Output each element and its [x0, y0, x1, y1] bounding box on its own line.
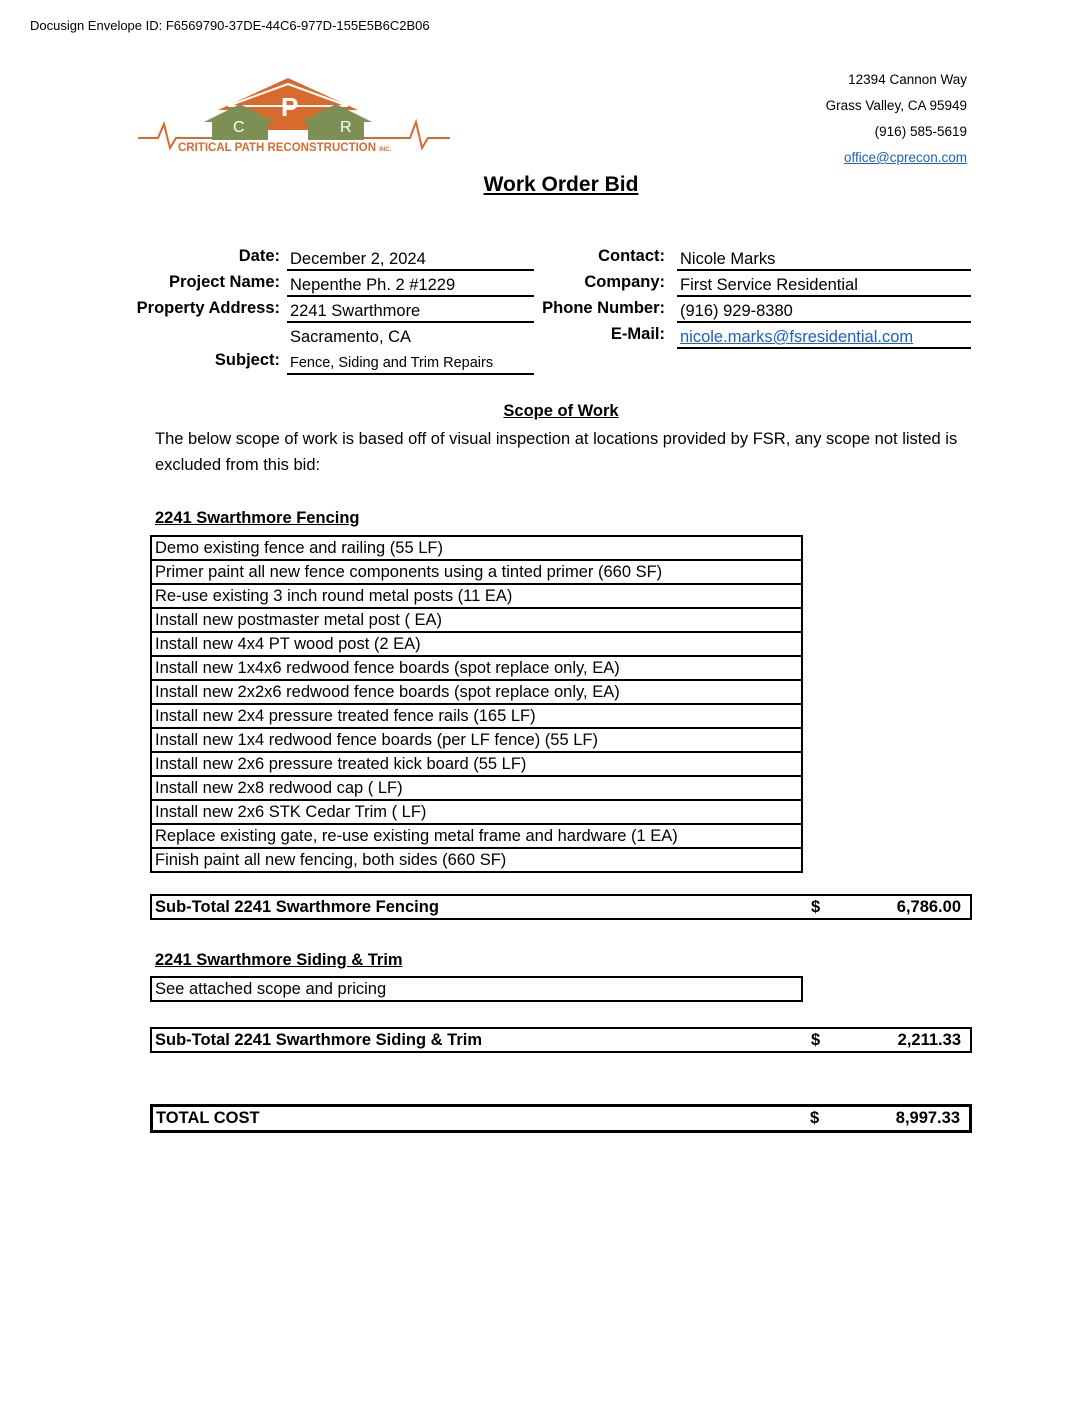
logo-letter-p: P — [281, 92, 299, 122]
project-name-label: Project Name: — [169, 273, 280, 291]
property-address-line2: Sacramento, CA — [290, 328, 412, 346]
email-link[interactable]: nicole.marks@fsresidential.com — [680, 328, 914, 346]
date-label: Date: — [238, 247, 280, 265]
table-row: Install new 2x2x6 redwood fence boards (spot replace only, EA) — [151, 680, 802, 704]
fencing-subtotal-row — [150, 894, 972, 920]
siding-heading: 2241 Swarthmore Siding & Trim — [155, 951, 403, 969]
logo-suffix: INC. — [379, 147, 392, 153]
logo-letter-c: C — [233, 119, 245, 136]
siding-subtotal-label: Sub-Total 2241 Swarthmore Siding & Trim — [155, 1030, 483, 1049]
company-street: 12394 Cannon Way — [848, 72, 967, 87]
fencing-items-table — [150, 535, 803, 873]
phone-value: (916) 929-8380 — [677, 299, 971, 323]
table-row: Demo existing fence and railing (55 LF) — [151, 536, 802, 560]
company-city: Grass Valley, CA 95949 — [825, 98, 967, 113]
total-cost-row — [150, 1104, 972, 1133]
fencing-subtotal-label: Sub-Total 2241 Swarthmore Fencing — [155, 897, 439, 916]
phone-label: Phone Number: — [542, 299, 665, 317]
document-title: Work Order Bid — [483, 173, 639, 196]
total-cost-label: TOTAL COST — [156, 1109, 260, 1127]
table-row: Replace existing gate, re-use existing metal frame and hardware (1 EA) — [151, 824, 802, 848]
contact-label: Contact: — [598, 247, 665, 265]
fencing-subtotal-amount: 6,786.00 — [896, 897, 961, 916]
company-phone: (916) 585-5619 — [874, 124, 967, 139]
total-cost-amount: 8,997.33 — [895, 1109, 960, 1127]
table-row: Install new 2x6 STK Cedar Trim ( LF) — [151, 800, 802, 824]
fencing-subtotal-currency: $ — [811, 897, 821, 916]
fencing-heading: 2241 Swarthmore Fencing — [155, 509, 360, 527]
table-row: Install new 2x6 pressure treated kick board (55 LF) — [151, 752, 802, 776]
total-cost-currency: $ — [810, 1109, 820, 1127]
table-row: Install new 2x4 pressure treated fence rails (165 LF) — [151, 704, 802, 728]
company-logo — [138, 76, 450, 165]
siding-subtotal-row — [150, 1027, 972, 1053]
scope-intro: The below scope of work is based off of visual inspection at locations provided by FSR, any scope not listed is excluded from this bid: — [155, 430, 958, 474]
scope-heading: Scope of Work — [503, 402, 619, 420]
table-row: Install new 1x4x6 redwood fence boards (spot replace only, EA) — [151, 656, 802, 680]
table-row: Finish paint all new fencing, both sides (660 SF) — [151, 848, 802, 872]
siding-subtotal-currency: $ — [811, 1030, 821, 1049]
table-row: See attached scope and pricing — [151, 977, 802, 1001]
email-label: E-Mail: — [610, 325, 665, 343]
siding-subtotal-amount: 2,211.33 — [897, 1030, 961, 1049]
table-row: Install new 4x4 PT wood post (2 EA) — [151, 632, 802, 656]
contact-value: Nicole Marks — [677, 247, 971, 271]
docusign-envelope-id: Docusign Envelope ID: F6569790-37DE-44C6-977D-155E5B6C2B06 — [30, 18, 430, 33]
company-label: Company: — [584, 273, 665, 291]
subject-label: Subject: — [214, 351, 280, 369]
date-value: December 2, 2024 — [287, 247, 534, 271]
siding-items-table — [150, 976, 803, 1002]
table-row: Install new 2x8 redwood cap ( LF) — [151, 776, 802, 800]
property-address-label: Property Address: — [136, 299, 280, 317]
company-email-link[interactable]: office@cprecon.com — [843, 150, 967, 165]
table-row: Install new 1x4 redwood fence boards (per LF fence) (55 LF) — [151, 728, 802, 752]
table-row: Primer paint all new fence components using a tinted primer (660 SF) — [151, 560, 802, 584]
property-address-line1: 2241 Swarthmore — [287, 299, 534, 323]
table-row: Install new postmaster metal post ( EA) — [151, 608, 802, 632]
logo-letter-r: R — [340, 119, 352, 136]
logo-company-name: CRITICAL PATH RECONSTRUCTION — [178, 142, 377, 154]
company-address — [826, 67, 967, 171]
project-name-value: Nepenthe Ph. 2 #1229 — [287, 273, 534, 297]
company-value: First Service Residential — [677, 273, 971, 297]
subject-value: Fence, Siding and Trim Repairs — [287, 351, 534, 375]
table-row: Re-use existing 3 inch round metal posts (11 EA) — [151, 584, 802, 608]
